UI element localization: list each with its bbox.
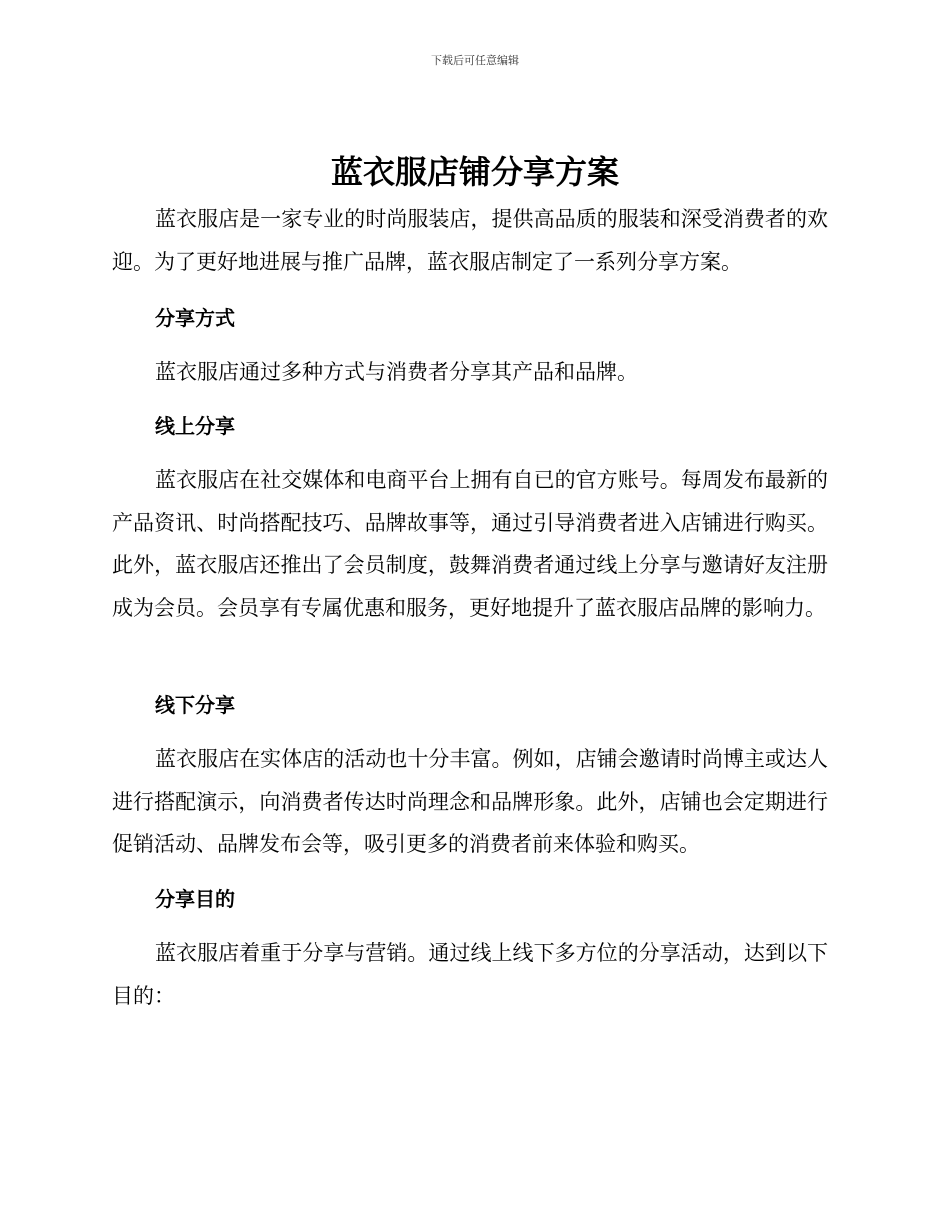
section-heading-offline-share: 线下分享 (155, 693, 235, 717)
section-body-offline-share: 蓝衣服店在实体店的活动也十分丰富。例如，店铺会邀请时尚博主或达人进行搭配演示，向消费者传达时尚理念和品牌形象。此外，店铺也会定期进行促销活动、品牌发布会等，吸引更多的消费者前来体验和购买。 (112, 747, 828, 856)
section-body-share-purpose: 蓝衣服店着重于分享与营销。通过线上线下多方位的分享活动，达到以下目的： (112, 941, 828, 1008)
section-body-online-share: 蓝衣服店在社交媒体和电商平台上拥有自已的官方账号。每周发布最新的产品资讯、时尚搭配技巧、品牌故事等，通过引导消费者进入店铺进行购买。此外，蓝衣服店还推出了会员制度，鼓舞消费者通过线上分享与邀请好友注册成为会员。会员享有专属优惠和服务，更好地提升了蓝衣服店品牌的影响力。 (112, 468, 828, 620)
section-heading-share-purpose: 分享目的 (155, 887, 235, 911)
intro-paragraph: 蓝衣服店是一家专业的时尚服装店，提供高品质的服装和深受消费者的欢迎。为了更好地进展与推广品牌，蓝衣服店制定了一系列分享方案。 (112, 207, 828, 274)
document-title: 蓝衣服店铺分享方案 (330, 153, 619, 191)
section-heading-share-methods: 分享方式 (155, 306, 235, 330)
section-body-share-methods: 蓝衣服店通过多种方式与消费者分享其产品和品牌。 (155, 360, 638, 384)
section-heading-online-share: 线上分享 (155, 414, 235, 438)
header-note: 下载后可任意编辑 (431, 54, 519, 67)
